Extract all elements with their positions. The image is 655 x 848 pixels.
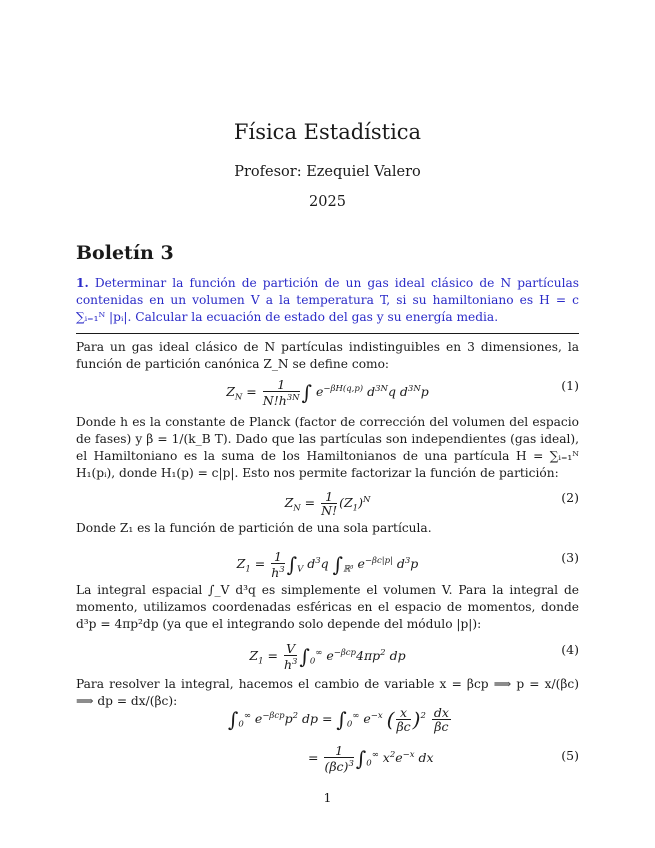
paragraph-hamiltonian: Donde h es la constante de Planck (factor de corrección del volumen del espacio de fases) y β = 1/(k_B T). Dado que las partículas son independientes (gas ideal), el Hamiltoniano es la suma de los Hamiltonianos de una partícula H = ∑ᵢ₌₁ᴺ H₁(pᵢ), donde H₁(p) = c|p|. Esto nos permite factorizar la función de partición: <box>76 415 579 480</box>
equation-5-line-2: = $\frac{1}{(\beta c)^3}$ $\int_0^\infty$ $x^2e^{-x}$ dx <box>308 743 434 775</box>
equation-3 <box>76 542 579 581</box>
problem-text: Determinar la función de partición de un gas ideal clásico de N partículas contenidas en un volumen V a la temperatura T, si su hamiltoniano es H = c ∑ᵢ₌₁ᴺ |pᵢ|. Calcular la ecuación de estado del gas y su energía media. <box>76 276 579 324</box>
paragraph-intro: Para un gas ideal clásico de N partículas indistinguibles en 3 dimensiones, la función de partición canónica Z_N se define como: <box>76 340 579 371</box>
equation-5-number: (5) <box>561 748 579 763</box>
document-title: Física Estadística <box>233 120 422 144</box>
equation-1-number: (1) <box>561 378 579 393</box>
page-number: 1 <box>323 790 332 805</box>
separator-rule <box>76 333 579 334</box>
equation-3-number: (3) <box>561 550 579 565</box>
problem-number: 1. <box>76 276 89 290</box>
equation-4-math: $Z_1$ = $\frac{V}{h^3}$ $\int_0^\infty$ $e^{-\beta cp}4\pi p^2$ dp <box>249 641 406 673</box>
year-line: 2025 <box>309 194 346 210</box>
paragraph-change-variable: Para resolver la integral, hacemos el cambio de variable x = βcp ⟹ p = x/(βc) ⟹ dp = dx/(βc): <box>76 677 579 708</box>
equation-1-math: $Z_N$ = $\frac{1}{N!h^{3N}}$ ∫ $e^{-\beta H(q,p)}$ $d^{3N}q$ $d^{3N}p$ <box>226 377 429 409</box>
section-heading: Boletín 3 <box>76 242 174 264</box>
paragraph-spherical: La integral espacial ∫_V d³q es simplemente el volumen V. Para la integral de momento, utilizamos coordenadas esféricas en el espacio de momentos, donde d³p = 4πp²dp (ya que el integrando solo depende del módulo |p|): <box>76 583 579 631</box>
equation-5-line-1: $\int_0^\infty$ $e^{-\beta cp}p^2$ dp = $\int_0^\infty$ $e^{-x}$ ( $\frac{x}{\beta c}$ )$^2$ $\frac{dx}{\beta c}$ <box>228 705 449 734</box>
author-line: Profesor: Ezequiel Valero <box>234 164 421 180</box>
equation-1 <box>76 370 579 409</box>
equation-4-number: (4) <box>561 642 579 657</box>
equation-2-number: (2) <box>561 490 579 505</box>
equation-2-math: $Z_N$ = $\frac{1}{N!}$ $(Z_1)^N$ <box>284 489 371 518</box>
equation-2 <box>76 482 579 516</box>
equation-3-math: $Z_1$ = $\frac{1}{h^3}$ $\int_V$ $d^3q$ $\int_{ℝ^3}$ $e^{-\beta c|p|}$ $d^3p$ <box>236 549 419 581</box>
problem-statement <box>76 275 579 326</box>
paragraph-single-particle: Donde Z₁ es la función de partición de una sola partícula. <box>76 521 432 535</box>
equation-4 <box>76 634 579 673</box>
